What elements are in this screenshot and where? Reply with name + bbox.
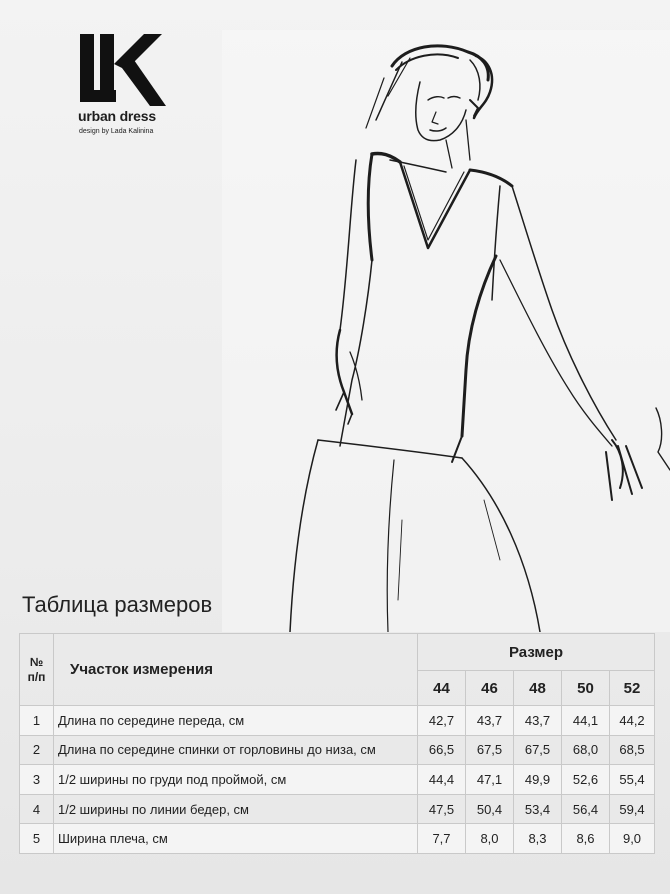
measurement-value: 43,7 (514, 706, 562, 736)
measurement-name: 1/2 ширины по линии бедер, см (54, 794, 418, 824)
measurement-value: 68,5 (610, 735, 655, 765)
brand-name: urban dress (78, 108, 156, 124)
measurement-value: 55,4 (610, 765, 655, 795)
measurement-value: 8,6 (562, 824, 610, 854)
measurement-value: 67,5 (466, 735, 514, 765)
measurement-value: 66,5 (418, 735, 466, 765)
row-number: 4 (20, 794, 54, 824)
measurement-value: 67,5 (514, 735, 562, 765)
table-header-row (20, 634, 655, 671)
measurement-value: 47,1 (466, 765, 514, 795)
measurement-value: 8,0 (466, 824, 514, 854)
num-column-header: № п/п (20, 634, 54, 706)
measurement-name: 1/2 ширины по груди под проймой, см (54, 765, 418, 795)
measurement-value: 49,9 (514, 765, 562, 795)
table-row (20, 824, 655, 854)
measurement-value: 44,2 (610, 706, 655, 736)
measurement-value: 47,5 (418, 794, 466, 824)
size-column-header: 46 (466, 671, 514, 706)
measurement-value: 44,1 (562, 706, 610, 736)
size-column-header: 52 (610, 671, 655, 706)
measurement-value: 68,0 (562, 735, 610, 765)
row-number: 5 (20, 824, 54, 854)
measurement-value: 9,0 (610, 824, 655, 854)
row-number: 1 (20, 706, 54, 736)
measurement-name: Длина по середине спинки от горловины до низа, см (54, 735, 418, 765)
table-row (20, 735, 655, 765)
row-number: 3 (20, 765, 54, 795)
size-column-header: 44 (418, 671, 466, 706)
table-row (20, 794, 655, 824)
row-number: 2 (20, 735, 54, 765)
measurement-value: 44,4 (418, 765, 466, 795)
measurement-value: 7,7 (418, 824, 466, 854)
table-row (20, 706, 655, 736)
page-title: Таблица размеров (22, 592, 213, 617)
size-table (19, 633, 655, 854)
measurement-value: 8,3 (514, 824, 562, 854)
brand-byline: design by Lada Kalinina (79, 128, 154, 135)
measurement-value: 56,4 (562, 794, 610, 824)
measurement-name: Длина по середине переда, см (54, 706, 418, 736)
measurement-value: 52,6 (562, 765, 610, 795)
measurement-value: 53,4 (514, 794, 562, 824)
measurement-value: 43,7 (466, 706, 514, 736)
measurement-name: Ширина плеча, см (54, 824, 418, 854)
measurement-value: 50,4 (466, 794, 514, 824)
table-row (20, 765, 655, 795)
size-group-header: Размер (418, 634, 655, 671)
measurement-value: 42,7 (418, 706, 466, 736)
size-column-header: 50 (562, 671, 610, 706)
measurement-value: 59,4 (610, 794, 655, 824)
area-column-header: Участок измерения (54, 634, 418, 706)
size-column-header: 48 (514, 671, 562, 706)
